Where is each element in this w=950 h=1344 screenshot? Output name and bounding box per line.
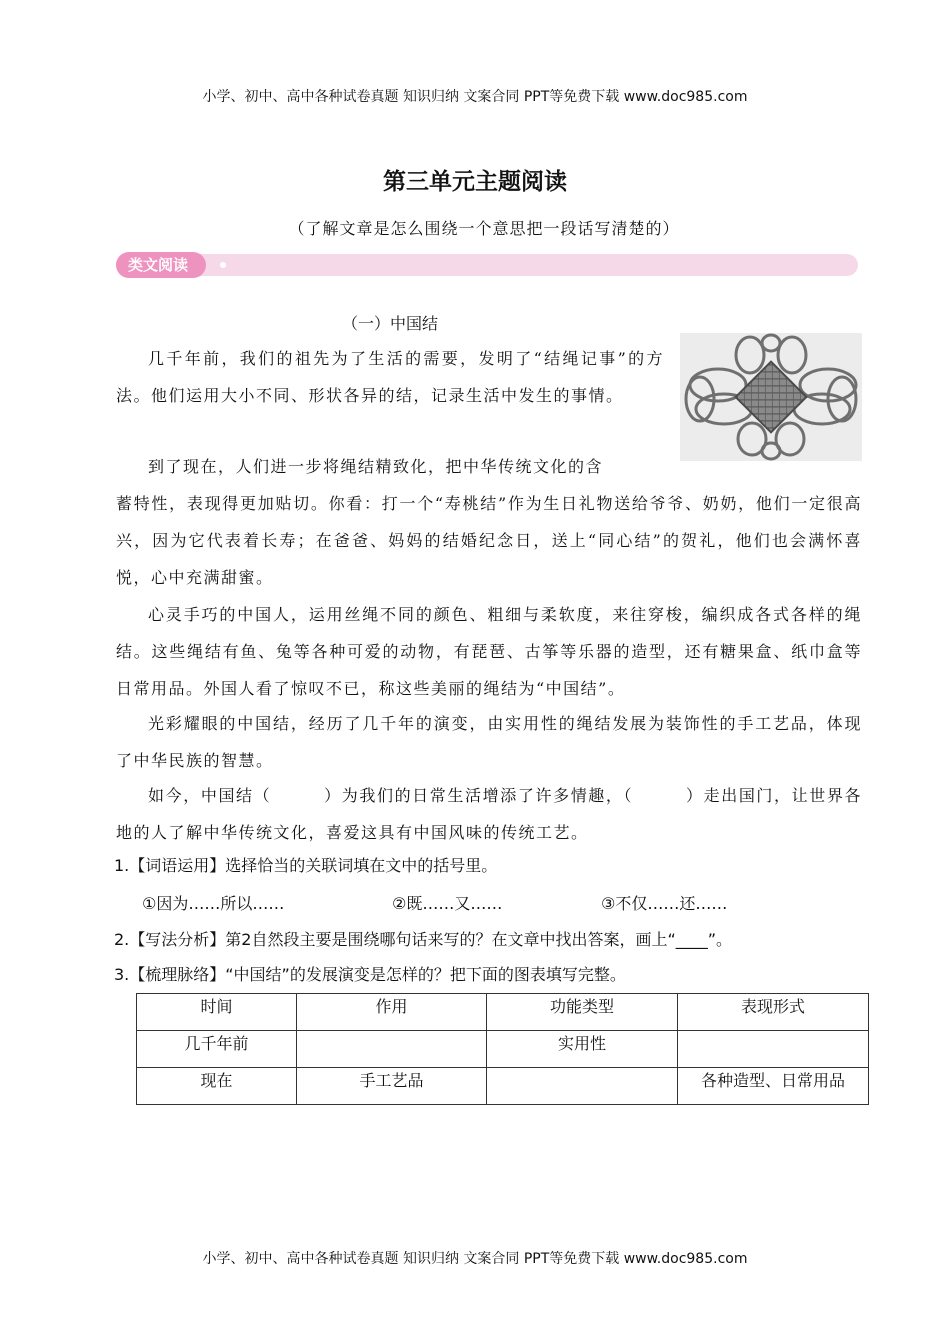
- section-banner: [116, 254, 858, 276]
- banner-label: 类文阅读: [116, 252, 206, 278]
- paragraph-5-text: 如今，中国结（ ）为我们的日常生活增添了许多情趣，（ ）走出国门，让世界各地的人了解中华传统文化，喜爱这具有中国风味的传统工艺。: [116, 786, 862, 842]
- table-row: [137, 1031, 869, 1068]
- table-cell: 现在: [137, 1068, 297, 1105]
- paragraph-5: [116, 777, 862, 851]
- paragraph-4: [116, 705, 862, 779]
- paragraph-2-text: 蓄特性，表现得更加贴切。你看：打一个“寿桃结”作为生日礼物送给爷爷、奶奶，他们一定很高兴，因为它代表着长寿；在爸爸、妈妈的结婚纪念日，送上“同心结”的贺礼，他们也会满怀喜悦，心中充满甜蜜。: [116, 494, 862, 587]
- page-subtitle: （了解文章是怎么围绕一个意思把一段话写清楚的）: [288, 219, 680, 238]
- table-header-cell: 时间: [137, 994, 297, 1031]
- table-cell: 各种造型、日常用品: [678, 1068, 869, 1105]
- question-1-option-3: ③不仅……还……: [601, 894, 728, 913]
- paragraph-1-text: 几千年前，我们的祖先为了生活的需要，发明了“结绳记事”的方法。他们运用大小不同、形状各异的结，记录生活中发生的事情。: [116, 349, 664, 405]
- paragraph-2-first-text: 到了现在，人们进一步将绳结精致化，把中华传统文化的含: [148, 457, 604, 476]
- banner-dot: [220, 262, 226, 268]
- question-1: 1.【词语运用】选择恰当的关联词填在文中的括号里。: [114, 856, 498, 875]
- table-cell-blank[interactable]: [297, 1031, 487, 1068]
- page-footer: 小学、初中、高中各种试卷真题 知识归纳 文案合同 PPT等免费下载 www.doc985.com: [202, 1251, 748, 1267]
- paragraph-3-text: 心灵手巧的中国人，运用丝绳不同的颜色、粗细与柔软度，来往穿梭，编织成各式各样的绳结。这些绳结有鱼、兔等各种可爱的动物，有琵琶、古筝等乐器的造型，还有糖果盒、纸巾盒等日常用品。外国人看了惊叹不已，称这些美丽的绳结为“中国结”。: [116, 605, 862, 698]
- table-header-row: [137, 994, 869, 1031]
- chinese-knot-image: [680, 333, 862, 461]
- paragraph-2-first-line: [116, 448, 664, 485]
- table-header-cell: 功能类型: [487, 994, 678, 1031]
- table-cell-blank[interactable]: [678, 1031, 869, 1068]
- paragraph-4-text: 光彩耀眼的中国结，经历了几千年的演变，由实用性的绳结发展为装饰性的手工艺品，体现了中华民族的智慧。: [116, 714, 862, 770]
- page-title: 第三单元主题阅读: [383, 169, 567, 195]
- table-header-cell: 表现形式: [678, 994, 869, 1031]
- paragraph-3: [116, 596, 862, 707]
- chinese-knot-icon: [680, 333, 862, 461]
- table-header-cell: 作用: [297, 994, 487, 1031]
- question-1-option-2: ②既……又……: [392, 894, 503, 913]
- paragraph-2: [116, 485, 862, 596]
- page-header: 小学、初中、高中各种试卷真题 知识归纳 文案合同 PPT等免费下载 www.doc985.com: [202, 89, 748, 105]
- question-2: 2.【写法分析】第2自然段主要是围绕哪句话来写的？在文章中找出答案，画上“____”。: [114, 930, 733, 949]
- table-cell: 几千年前: [137, 1031, 297, 1068]
- question-1-option-1: ①因为……所以……: [142, 894, 285, 913]
- table-cell-blank[interactable]: [487, 1068, 678, 1105]
- table-row: [137, 1068, 869, 1105]
- table-cell: 手工艺品: [297, 1068, 487, 1105]
- table-cell: 实用性: [487, 1031, 678, 1068]
- passage-title: （一）中国结: [342, 314, 439, 333]
- development-table: [136, 993, 869, 1105]
- question-3: 3.【梳理脉络】“中国结”的发展演变是怎样的？把下面的图表填写完整。: [114, 965, 626, 984]
- paragraph-1: [116, 340, 664, 414]
